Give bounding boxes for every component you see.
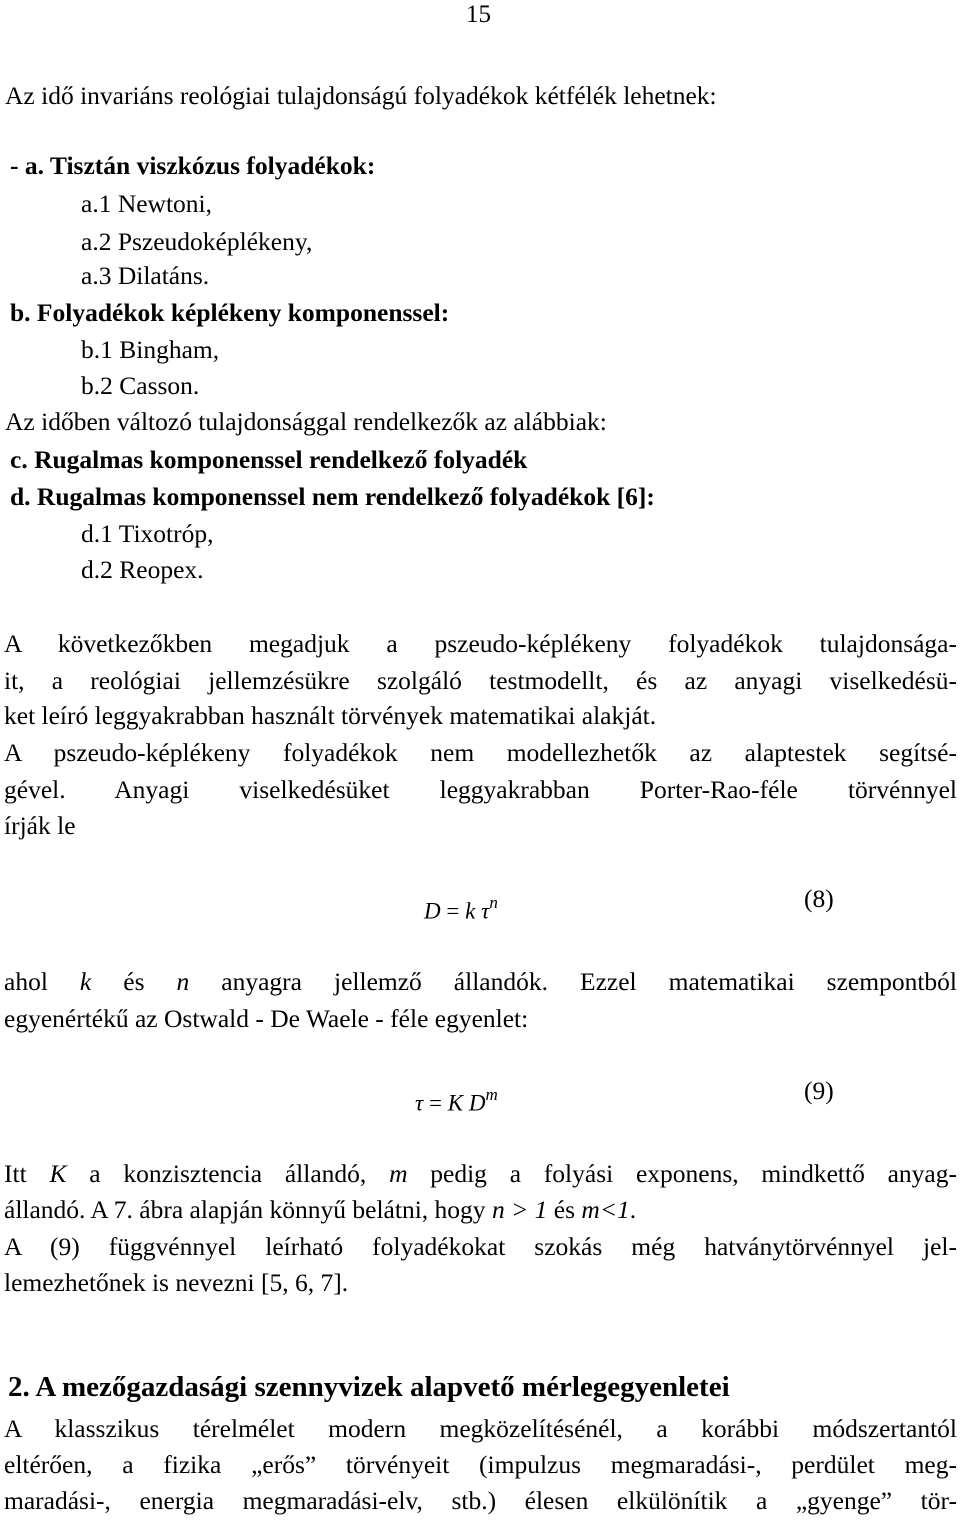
para1-line2: it, a reológiai jellemzésükre szolgáló testmodellt, és az anyagi viselkedésü- xyxy=(4,666,957,695)
eq8-equals: = xyxy=(446,898,460,924)
section-heading: 2. A mezőgazdasági szennyvizek alapvető mérlegegyenletei xyxy=(8,1371,730,1403)
list-d1: d.1 Tixotróp, xyxy=(81,519,214,548)
eq9-number: (9) xyxy=(804,1076,834,1105)
list-d2: d.2 Reopex. xyxy=(81,555,204,584)
para2-text: ahol xyxy=(4,967,80,996)
page-number: 15 xyxy=(466,1,491,28)
para3-line3: A (9) függvénnyel leírható folyadékokat szokás még hatványtörvénnyel jel- xyxy=(4,1232,957,1261)
para1-line6: írják le xyxy=(4,811,76,840)
list-a3: a.3 Dilatáns. xyxy=(81,261,210,290)
para1-line5: gével. Anyagi viselkedésüket leggyakrabban Porter-Rao-féle törvénnyel xyxy=(4,775,957,804)
intro-text: Az idő invariáns reológiai tulajdonságú folyadékok kétfélék lehetnek: xyxy=(5,81,717,110)
symbol-n: n xyxy=(176,967,190,996)
eq9-K: K xyxy=(447,1090,464,1116)
section-line1: A klasszikus térelmélet modern megközelítésénél, a korábbi módszertantól xyxy=(4,1414,957,1443)
eq8-k: k xyxy=(465,898,476,924)
list-a1: a.1 Newtoni, xyxy=(81,189,213,218)
list-c-title: c. Rugalmas komponenssel rendelkező folyadék xyxy=(10,445,528,474)
list-b2: b.2 Casson. xyxy=(81,371,200,400)
eq8-exponent: n xyxy=(489,893,498,912)
para3-text: pedig a folyási exponens, mindkettő anyag- xyxy=(407,1159,957,1188)
list-b-title: b. Folyadékok képlékeny komponenssel: xyxy=(10,298,450,327)
para3-line2 xyxy=(4,1193,636,1227)
para1-line3: ket leíró leggyakrabban használt törvények matematikai alakját. xyxy=(4,701,657,730)
section-line2: eltérően, a fizika „erős” törvényeit (impulzus megmaradási-, perdület meg- xyxy=(4,1450,957,1479)
symbol-K: K xyxy=(49,1159,67,1188)
list-a-title: - a. Tisztán viszkózus folyadékok: xyxy=(10,151,376,180)
eq9-exponent: m xyxy=(485,1085,498,1104)
time-dependent-text: Az időben változó tulajdonsággal rendelkezők az alábbiak: xyxy=(5,407,607,436)
eq9-D: D xyxy=(468,1090,486,1116)
eq8-tau: τ xyxy=(481,898,490,924)
para2-line2: egyenértékű az Ostwald - De Waele - féle egyenlet: xyxy=(4,1004,529,1033)
equation-8 xyxy=(424,890,498,927)
para1-line4: A pszeudo-képlékeny folyadékok nem modellezhetők az alaptestek segítsé- xyxy=(4,738,957,767)
eq9-equals: = xyxy=(428,1090,442,1116)
para1-line1: A következőkben megadjuk a pszeudo-képlékeny folyadékok tulajdonsága- xyxy=(4,629,957,658)
para3-text: és xyxy=(547,1195,582,1224)
equation-9 xyxy=(415,1082,498,1119)
eq8-lhs: D xyxy=(424,898,441,924)
para3-line4: lemezhetőnek is nevezni [5, 6, 7]. xyxy=(4,1268,349,1297)
para3-text: a konzisztencia állandó, xyxy=(66,1159,390,1188)
para3-line1 xyxy=(4,1157,957,1191)
para2-text: és xyxy=(91,967,177,996)
condition-m: m<1 xyxy=(581,1195,630,1224)
section-line3: maradási-, energia megmaradási-elv, stb.) élesen elkülönítik a „gyenge” tör- xyxy=(4,1486,957,1515)
para3-text: . xyxy=(629,1195,637,1224)
para3-text: Itt xyxy=(4,1159,50,1188)
para3-text: állandó. A 7. ábra alapján könnyű belátni, hogy xyxy=(4,1195,492,1224)
para2-line1 xyxy=(4,965,957,999)
symbol-k: k xyxy=(79,967,92,996)
symbol-m: m xyxy=(389,1159,408,1188)
list-d-title: d. Rugalmas komponenssel nem rendelkező folyadékok [6]: xyxy=(10,482,655,511)
condition-n: n > 1 xyxy=(491,1195,548,1224)
list-b1: b.1 Bingham, xyxy=(81,335,220,364)
list-a2: a.2 Pszeudoképlékeny, xyxy=(81,227,313,256)
eq8-number: (8) xyxy=(804,884,834,913)
para2-text: anyagra jellemző állandók. Ezzel matematikai szempontból xyxy=(189,967,957,996)
eq9-tau: τ xyxy=(415,1090,424,1116)
